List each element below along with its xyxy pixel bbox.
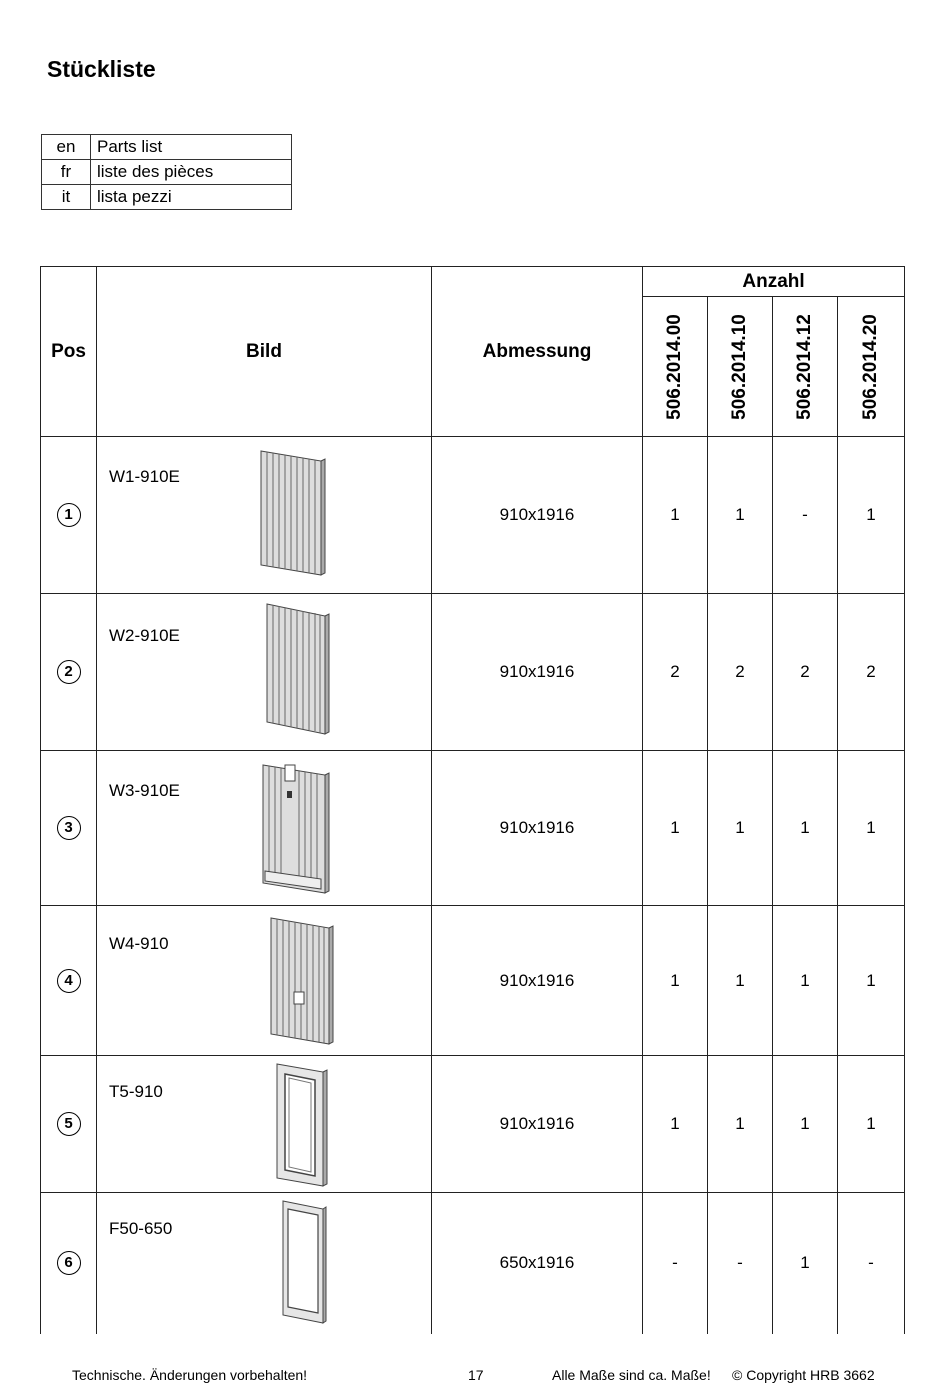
wall-panel-door-icon [259, 761, 335, 897]
pos-number: 1 [57, 503, 81, 527]
bild-cell [97, 751, 432, 906]
part-name: T5-910 [109, 1082, 163, 1101]
language-name: Parts list [91, 135, 292, 160]
parts-table [40, 266, 905, 1334]
header-pos: Pos [41, 267, 97, 437]
pos-number: 6 [57, 1251, 81, 1275]
count-cell: 2 [838, 594, 905, 751]
footer-copyright: © Copyright HRB 3662 [732, 1367, 875, 1383]
pos-number: 2 [57, 660, 81, 684]
language-row [42, 160, 292, 185]
part-name: W3-910E [109, 781, 180, 800]
count-cell: - [773, 437, 838, 594]
door-frame-icon [273, 1060, 333, 1190]
dimension-cell: 910x1916 [432, 1056, 643, 1193]
dimension-cell: 910x1916 [432, 437, 643, 594]
footer-notice: Technische. Änderungen vorbehalten! [72, 1367, 308, 1383]
header-anzahl: Anzahl [643, 267, 905, 297]
header-model [643, 297, 708, 437]
model-label: 506.2014.12 [794, 313, 815, 420]
pos-cell [41, 1056, 97, 1193]
part-name: F50-650 [109, 1219, 173, 1238]
count-cell: - [643, 1193, 708, 1334]
language-table [41, 134, 292, 210]
pos-cell [41, 751, 97, 906]
count-cell: - [708, 1193, 773, 1334]
pos-number: 3 [57, 816, 81, 840]
model-label: 506.2014.10 [729, 313, 750, 420]
count-cell: 1 [838, 906, 905, 1056]
bild-cell [97, 1193, 432, 1334]
bild-cell [97, 437, 432, 594]
wall-panel-icon [263, 600, 335, 738]
model-label: 506.2014.20 [860, 313, 882, 420]
count-cell: 1 [643, 437, 708, 594]
count-cell: 1 [708, 437, 773, 594]
count-cell: - [838, 1193, 905, 1334]
language-code: it [42, 185, 91, 210]
table-row [41, 1193, 905, 1334]
bild-cell [97, 594, 432, 751]
pos-number: 5 [57, 1112, 81, 1136]
header-bild: Bild [97, 267, 432, 437]
count-cell: 1 [708, 751, 773, 906]
header-model [838, 297, 905, 437]
count-cell: 1 [773, 906, 838, 1056]
count-cell: 2 [708, 594, 773, 751]
count-cell: 1 [773, 1193, 838, 1334]
window-frame-icon [279, 1197, 331, 1327]
model-label: 506.2014.00 [664, 313, 685, 420]
bild-cell [97, 1056, 432, 1193]
dimension-cell: 910x1916 [432, 594, 643, 751]
count-cell: 1 [838, 751, 905, 906]
language-code: en [42, 135, 91, 160]
wall-panel-window-icon [267, 914, 339, 1048]
count-cell: 1 [643, 906, 708, 1056]
part-name: W2-910E [109, 626, 180, 645]
part-name: W1-910E [109, 467, 180, 486]
header-abmessung: Abmessung [432, 267, 643, 437]
language-row [42, 185, 292, 210]
page-title: Stückliste [47, 56, 156, 82]
count-cell: 1 [708, 906, 773, 1056]
pos-cell [41, 437, 97, 594]
header-model [708, 297, 773, 437]
language-row [42, 135, 292, 160]
count-cell: 2 [773, 594, 838, 751]
bild-cell [97, 906, 432, 1056]
pos-cell [41, 594, 97, 751]
language-name: lista pezzi [91, 185, 292, 210]
pos-cell [41, 1193, 97, 1334]
wall-panel-icon [257, 447, 329, 579]
language-code: fr [42, 160, 91, 185]
footer-measures: Alle Maße sind ca. Maße! [552, 1367, 711, 1383]
table-row [41, 437, 905, 594]
footer-page-number: 17 [468, 1367, 484, 1383]
pos-cell [41, 906, 97, 1056]
table-row [41, 906, 905, 1056]
count-cell: 1 [773, 1056, 838, 1193]
part-name: W4-910 [109, 934, 169, 953]
count-cell: 2 [643, 594, 708, 751]
table-row [41, 751, 905, 906]
table-row [41, 594, 905, 751]
count-cell: 1 [643, 1056, 708, 1193]
dimension-cell: 910x1916 [432, 906, 643, 1056]
dimension-cell: 910x1916 [432, 751, 643, 906]
count-cell: 1 [643, 751, 708, 906]
header-model [773, 297, 838, 437]
dimension-cell: 650x1916 [432, 1193, 643, 1334]
pos-number: 4 [57, 969, 81, 993]
count-cell: 1 [838, 1056, 905, 1193]
language-name: liste des pièces [91, 160, 292, 185]
table-row [41, 1056, 905, 1193]
count-cell: 1 [708, 1056, 773, 1193]
count-cell: 1 [773, 751, 838, 906]
count-cell: 1 [838, 437, 905, 594]
